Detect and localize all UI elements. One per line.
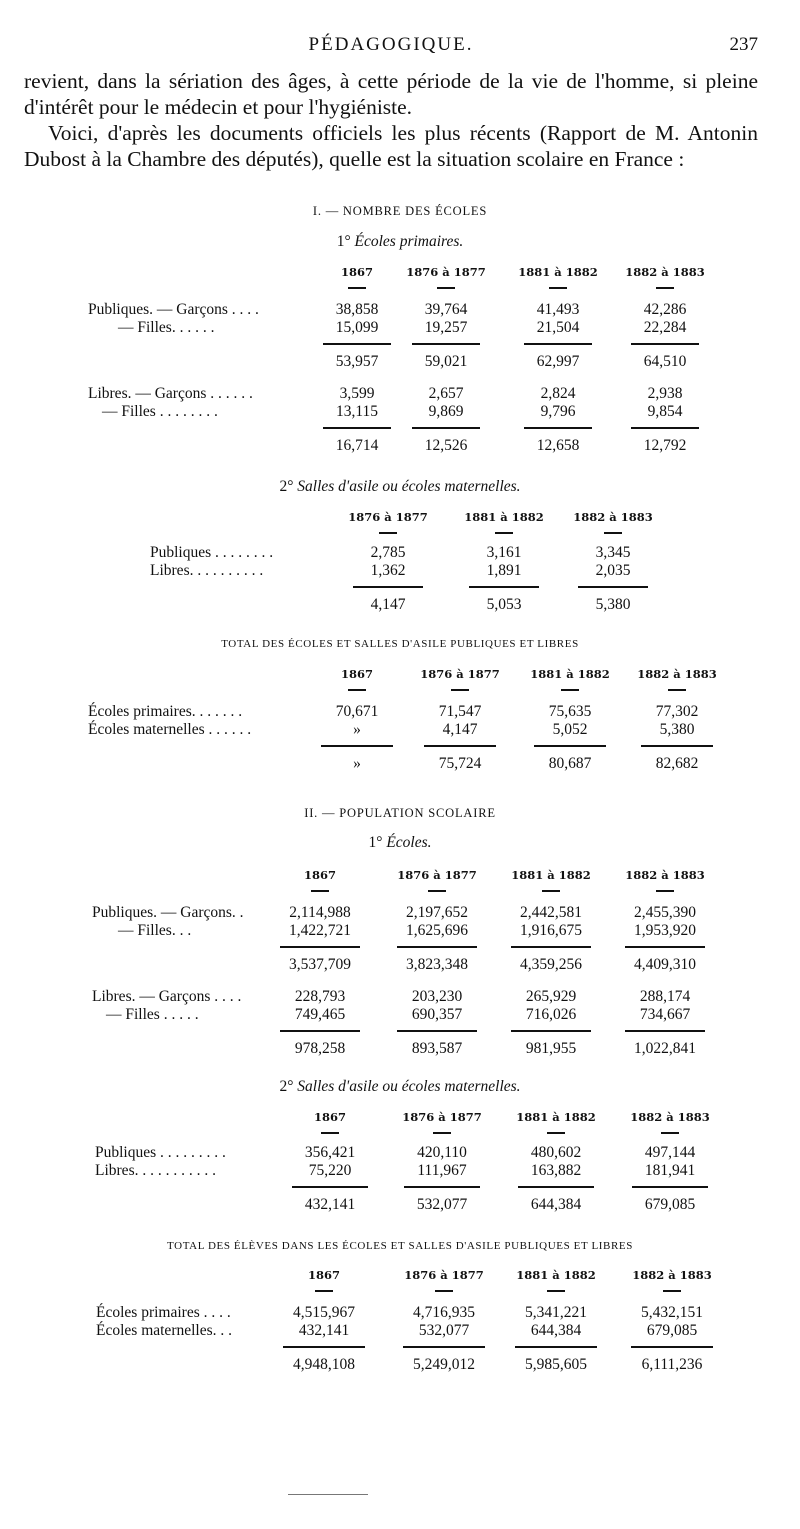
table-cell: 2,785 [370,544,406,561]
table-5-subtitle [0,1078,800,1096]
table-cell: 5,052 [552,721,588,738]
column-header: 1882 à 1883 [573,510,653,524]
row-label: Publiques . . . . . . . . [150,544,274,561]
table-cell: 39,764 [424,301,468,318]
column-rule [511,946,591,948]
column-header: 1882 à 1883 [625,868,705,882]
table-1-subtitle-text: Écoles primaires. [354,233,464,250]
table-cell: 679,085 [646,1322,698,1339]
header-dash [321,1132,339,1134]
row-label: — Filles . . . . . . . . [102,403,218,420]
table-cell: 497,144 [644,1144,696,1161]
table-cell: 2,938 [647,385,683,402]
header-dash [604,532,622,534]
subtotal-cell: 4,359,256 [520,956,582,973]
table-cell: 21,504 [536,319,580,336]
subtotal-cell: 5,249,012 [413,1356,475,1373]
subtotal-cell: 1,022,841 [634,1040,696,1057]
table-6-title: TOTAL DES ÉLÈVES DANS LES ÉCOLES ET SALLES D'ASILE PUBLIQUES ET LIBRES [167,1240,633,1252]
subtotal-cell: 893,587 [411,1040,463,1057]
table-cell: 77,302 [655,703,699,720]
column-header: 1881 à 1882 [530,667,610,681]
table-cell: 432,141 [298,1322,350,1339]
table-cell: 1,953,920 [634,922,696,939]
header-dash [348,287,366,289]
column-header: 1876 à 1877 [404,1268,484,1282]
subtotal-cell: » [353,755,361,772]
table-2-subtitle-text: Salles d'asile ou écoles maternelles. [297,478,521,495]
header-dash [661,1132,679,1134]
subtotal-cell: 432,141 [304,1196,356,1213]
table-2-subtitle-number: 2° [279,478,294,495]
column-rule [283,1346,365,1348]
row-label: Libres. — Garçons . . . . . . [88,385,253,402]
subtotal-cell: 644,384 [530,1196,582,1213]
column-header: 1867 [340,265,374,279]
header-dash [549,287,567,289]
subtotal-cell: 5,985,605 [525,1356,587,1373]
column-rule [631,1346,713,1348]
body-text [24,68,758,172]
header-dash [542,890,560,892]
table-cell: 3,161 [486,544,522,561]
column-header: 1876 à 1877 [402,1110,482,1124]
table-cell: 70,671 [335,703,379,720]
column-rule [515,1346,597,1348]
table-cell: 2,455,390 [634,904,696,921]
subtotal-cell: 6,111,236 [641,1356,703,1373]
table-4-subtitle-text: Écoles. [386,834,432,851]
table-cell: 5,380 [659,721,695,738]
header-dash [437,287,455,289]
table-cell: 749,465 [294,1006,346,1023]
subtotal-cell: 16,714 [335,437,379,454]
column-rule [412,343,480,345]
column-rule [292,1186,368,1188]
column-rule [625,1030,705,1032]
table-cell: » [353,721,361,738]
table-cell: 5,432,151 [641,1304,703,1321]
subtotal-cell: 5,053 [486,596,522,613]
table-cell: 181,941 [644,1162,696,1179]
column-header: 1867 [303,868,337,882]
table-cell: 644,384 [530,1322,582,1339]
table-cell: 2,035 [595,562,631,579]
column-header: 1876 à 1877 [420,667,500,681]
subtotal-cell: 978,258 [294,1040,346,1057]
column-rule [534,745,606,747]
table-cell: 265,929 [525,988,577,1005]
table-cell: 2,442,581 [520,904,582,921]
footer-rule [288,1494,368,1495]
header-dash [451,689,469,691]
table-cell: 13,115 [335,403,379,420]
column-rule [404,1186,480,1188]
column-header: 1882 à 1883 [632,1268,712,1282]
row-label: Publiques . . . . . . . . . [95,1144,226,1161]
header-dash [428,890,446,892]
page-number: 237 [729,34,758,55]
table-cell: 203,230 [411,988,463,1005]
column-rule [469,586,539,588]
column-rule [524,343,592,345]
subtotal-cell: 981,955 [525,1040,577,1057]
table-3-title: TOTAL DES ÉCOLES ET SALLES D'ASILE PUBLIQUES ET LIBRES [221,638,579,650]
table-cell: 9,796 [540,403,576,420]
table-cell: 2,657 [428,385,464,402]
column-header: 1876 à 1877 [406,265,486,279]
table-cell: 1,891 [486,562,522,579]
table-cell: 690,357 [411,1006,463,1023]
column-header: 1882 à 1883 [625,265,705,279]
subtotal-cell: 3,537,709 [289,956,351,973]
subtotal-cell: 82,682 [655,755,699,772]
subtotal-cell: 59,021 [424,353,468,370]
subtotal-cell: 53,957 [335,353,379,370]
subtotal-cell: 80,687 [548,755,592,772]
running-title: PÉDAGOGIQUE. [308,34,474,55]
subtotal-cell: 5,380 [595,596,631,613]
column-header: 1876 à 1877 [397,868,477,882]
paragraph-1: revient, dans la sériation des âges, à cette période de la vie de l'homme, si pleine d'intérêt pour le médecin et pour l'hygiéniste. [24,69,758,119]
column-rule [518,1186,594,1188]
table-cell: 2,114,988 [289,904,351,921]
column-header: 1882 à 1883 [637,667,717,681]
table-cell: 716,026 [525,1006,577,1023]
table-cell: 1,362 [370,562,406,579]
header-dash [547,1290,565,1292]
column-rule [631,343,699,345]
row-label: — Filles. . . . . . [118,319,215,336]
header-dash [435,1290,453,1292]
header-dash [663,1290,681,1292]
table-cell: 2,824 [540,385,576,402]
header-dash [668,689,686,691]
column-rule [641,745,713,747]
table-cell: 15,099 [335,319,379,336]
column-rule [397,946,477,948]
table-1-subtitle-number: 1° [336,233,351,250]
subtotal-cell: 3,823,348 [406,956,468,973]
table-cell: 163,882 [530,1162,582,1179]
subtotal-cell: 12,526 [424,437,468,454]
table-cell: 9,869 [428,403,464,420]
subtotal-cell: 64,510 [643,353,687,370]
column-header: 1881 à 1882 [516,1268,596,1282]
row-label: — Filles . . . . . [106,1006,199,1023]
section-1-title: I. — NOMBRE DES ÉCOLES [312,204,488,218]
table-cell: 38,858 [335,301,379,318]
section-2-title: II. — POPULATION SCOLAIRE [304,806,496,820]
table-cell: 356,421 [304,1144,356,1161]
row-label: Publiques. — Garçons . . . . [88,301,259,318]
column-rule [625,946,705,948]
page-header [24,34,758,58]
subtotal-cell: 75,724 [438,755,482,772]
header-dash [311,890,329,892]
column-rule [403,1346,485,1348]
column-rule [321,745,393,747]
table-cell: 19,257 [424,319,468,336]
subtotal-cell: 4,409,310 [634,956,696,973]
table-cell: 1,625,696 [406,922,468,939]
table-cell: 4,515,967 [293,1304,355,1321]
row-label: Écoles maternelles . . . . . . [88,721,252,738]
column-rule [397,1030,477,1032]
column-header: 1876 à 1877 [348,510,428,524]
table-cell: 71,547 [438,703,482,720]
table-cell: 1,422,721 [289,922,351,939]
table-1-subtitle [0,233,800,251]
subtotal-cell: 12,658 [536,437,580,454]
column-header: 1867 [313,1110,347,1124]
column-rule [424,745,496,747]
row-label: Libres. . . . . . . . . . [150,562,264,579]
column-header: 1867 [307,1268,341,1282]
column-rule [323,427,391,429]
table-cell: 75,635 [548,703,592,720]
column-rule [524,427,592,429]
table-cell: 1,916,675 [520,922,582,939]
table-cell: 22,284 [643,319,687,336]
header-dash [379,532,397,534]
table-cell: 3,599 [339,385,375,402]
subtotal-cell: 62,997 [536,353,580,370]
table-cell: 288,174 [639,988,691,1005]
column-rule [412,427,480,429]
table-cell: 75,220 [308,1162,352,1179]
header-dash [348,689,366,691]
table-cell: 228,793 [294,988,346,1005]
subtotal-cell: 12,792 [643,437,687,454]
header-dash [433,1132,451,1134]
header-dash [561,689,579,691]
column-header: 1881 à 1882 [516,1110,596,1124]
subtotal-cell: 532,077 [416,1196,468,1213]
row-label: Libres. — Garçons . . . . [92,988,242,1005]
subtotal-cell: 679,085 [644,1196,696,1213]
table-5-subtitle-text: Salles d'asile ou écoles maternelles. [297,1078,521,1095]
table-4-subtitle [0,834,800,852]
table-cell: 42,286 [643,301,687,318]
table-cell: 4,147 [442,721,478,738]
column-header: 1881 à 1882 [518,265,598,279]
table-cell: 111,967 [417,1162,467,1179]
column-header: 1867 [340,667,374,681]
table-5-subtitle-number: 2° [279,1078,294,1095]
header-dash [315,1290,333,1292]
column-header: 1881 à 1882 [511,868,591,882]
column-rule [632,1186,708,1188]
table-cell: 41,493 [536,301,580,318]
table-cell: 532,077 [418,1322,470,1339]
header-dash [495,532,513,534]
table-cell: 734,667 [639,1006,691,1023]
subtotal-cell: 4,948,108 [293,1356,355,1373]
row-label: Libres. . . . . . . . . . . [95,1162,216,1179]
column-rule [280,1030,360,1032]
table-cell: 3,345 [595,544,631,561]
row-label: Écoles maternelles. . . [96,1322,233,1339]
column-rule [631,427,699,429]
subtotal-cell: 4,147 [370,596,406,613]
column-header: 1882 à 1883 [630,1110,710,1124]
header-dash [656,890,674,892]
table-2-subtitle [0,478,800,496]
column-rule [280,946,360,948]
table-cell: 5,341,221 [525,1304,587,1321]
table-cell: 9,854 [647,403,683,420]
header-dash [547,1132,565,1134]
column-header: 1881 à 1882 [464,510,544,524]
table-cell: 2,197,652 [406,904,468,921]
column-rule [511,1030,591,1032]
table-cell: 420,110 [417,1144,467,1161]
header-dash [656,287,674,289]
row-label: Publiques. — Garçons. . [92,904,244,921]
table-cell: 480,602 [530,1144,582,1161]
column-rule [323,343,391,345]
table-cell: 4,716,935 [413,1304,475,1321]
row-label: Écoles primaires. . . . . . . [88,703,243,720]
table-4-subtitle-number: 1° [368,834,383,851]
paragraph-2: Voici, d'après les documents officiels les plus récents (Rapport de M. Antonin Dubost à la Chambre des députés), quelle est la situation scolaire en France : [24,121,758,171]
row-label: — Filles. . . [118,922,192,939]
row-label: Écoles primaires . . . . [96,1304,231,1321]
column-rule [353,586,423,588]
column-rule [578,586,648,588]
